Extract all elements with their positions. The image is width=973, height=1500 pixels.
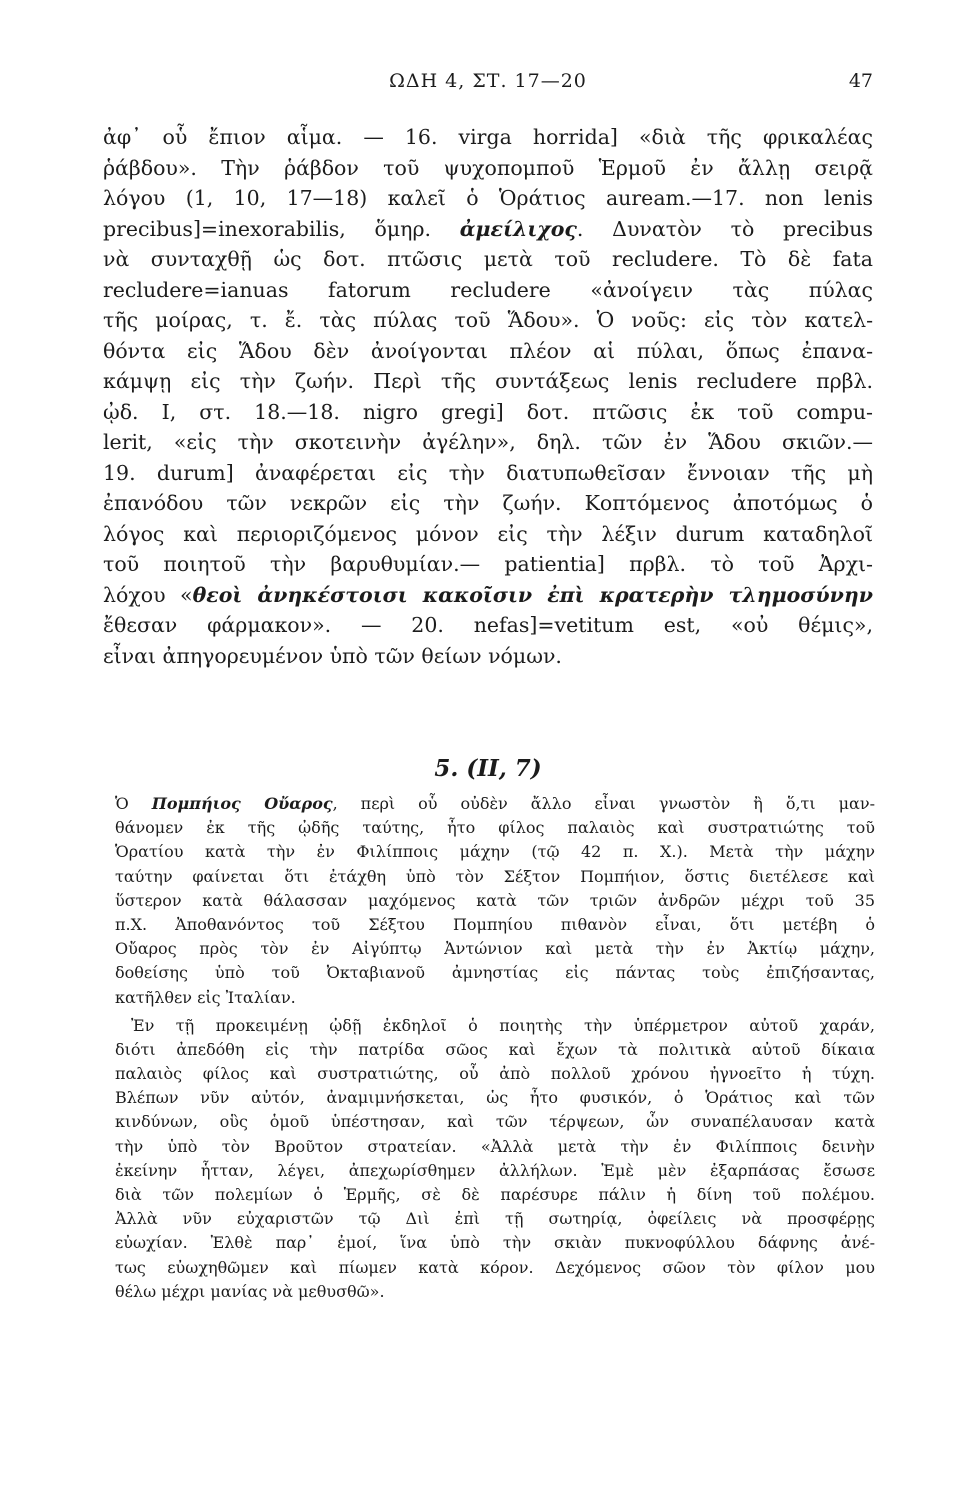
commentary-line: 19. durum] ἀναφέρεται εἰς τὴν διατυπωθεῖσαν ἔννοιαν τῆς μὴ [103, 460, 873, 485]
commentary-line: λόγου (1, 10, 17—18) καλεῖ ὁ Ὁράτιος auream.—17. non lenis [103, 186, 873, 210]
commentary-line: θόντα εἰς Ἅδου δὲν ἀνοίγονται πλέον αἱ πύλαι, ὅπως ἐπανα- [103, 338, 873, 363]
commentary-line: ἔθεσαν φάρμακον». — 20. nefas]=vetitum est, «οὐ θέμις», [103, 613, 873, 637]
running-header [103, 70, 873, 100]
greek-headword: ἀμείλιχος [459, 216, 577, 241]
commentary-line [103, 580, 873, 611]
section-heading: 5. (II, 7) [434, 755, 542, 782]
intro-line: τὴν ὑπὸ τὸν Βροῦτον στρατείαν. «Ἀλλὰ μετὰ τὴν ἐν Φιλίπποις δεινὴν [115, 1136, 875, 1156]
intro-line: θάνομεν ἐκ τῆς ᾠδῆς ταύτης, ἦτο φίλος παλαιὸς καὶ συστρατιώτης τοῦ [115, 818, 875, 838]
intro-line: ταύτην φαίνεται ὅτι ἐτάχθη ὑπὸ τὸν Σέξτον Πομπήιον, ὅστις διετέλεσε καὶ [115, 866, 875, 886]
person-name: Πομπήιος Οὔαρος [151, 794, 333, 813]
line-text: . Δυνατὸν τὸ precibus [576, 216, 873, 241]
commentary-line: lerit, «εἰς τὴν σκοτεινὴν ἀγέλην», δηλ. τῶν ἐν Ἅδου σκιῶν.— [103, 430, 873, 454]
ode-introduction [115, 792, 875, 1304]
commentary-line: τῆς μοίρας, τ. ἔ. τὰς πύλας τοῦ Ἅδου». Ὁ νοῦς: εἰς τὸν κατελ- [103, 308, 873, 332]
commentary-line: εἶναι ἀπηγορευμένον ὑπὸ τῶν θείων νόμων. [103, 643, 562, 668]
intro-line: Ἀλλὰ νῦν εὐχαριστῶν τῷ Διὶ ἐπὶ τῇ σωτηρίᾳ, ὀφείλεις νὰ προσφέρῃς [115, 1209, 875, 1229]
line-text: precibus]=inexorabilis, ὅμηρ. [103, 216, 432, 241]
archilochus-quote: θεοὶ ἀνηκέστοισι κακοῖσιν ἐπὶ κρατερὴν τλημοσύνην [192, 582, 873, 607]
commentary-line: ἐπανόδου τῶν νεκρῶν εἰς τὴν ζωήν. Κοπτόμενος ἀποτόμως ὁ [103, 491, 873, 515]
page-number: 47 [848, 70, 873, 92]
commentary-block [103, 122, 873, 671]
intro-line: εὐωχίαν. Ἐλθὲ παρ᾽ ἐμοί, ἵνα ὑπὸ τὴν σκιὰν πυκνοφύλλου δάφνης ἀνέ- [115, 1233, 875, 1253]
running-title: ΩΔΗ 4, ΣΤ. 17—20 [389, 70, 587, 92]
intro-line: κινδύνων, οὓς ὁμοῦ ὑπέστησαν, καὶ τῶν τέρψεων, ὧν συναπέλαυσαν κατὰ [115, 1112, 875, 1132]
intro-line: κατῆλθεν εἰς Ἰταλίαν. [115, 987, 296, 1007]
commentary-line [103, 214, 873, 245]
commentary-line: ᾠδ. I, στ. 18.—18. nigro gregi] δοτ. πτῶσις ἐκ τοῦ compu- [103, 399, 873, 424]
line-text: λόχου « [103, 582, 193, 607]
intro-line [115, 792, 875, 816]
intro-line: θέλω μέχρι μανίας νὰ μεθυσθῶ». [115, 1281, 385, 1301]
commentary-line: κάμψῃ εἰς τὴν ζωήν. Περὶ τῆς συντάξεως lenis recludere πρβλ. [103, 369, 873, 393]
intro-line: Βλέπων νῦν αὐτόν, ἀναμιμνήσκεται, ὡς ἦτο φυσικόν, ὁ Ὁράτιος καὶ τῶν [115, 1088, 875, 1108]
commentary-line: νὰ συνταχθῇ ὡς δοτ. πτῶσις μετὰ τοῦ recludere. Τὸ δὲ fata [103, 247, 873, 271]
commentary-line: ἀφ᾽ οὗ ἔπιον αἷμα. — 16. virga horrida] «διὰ τῆς φρικαλέας [103, 125, 873, 149]
intro-line: Ὁρατίου κατὰ τὴν ἐν Φιλίπποις μάχην (τῷ 42 π. Χ.). Μετὰ τὴν μάχην [115, 842, 875, 862]
intro-line: διὰ τῶν πολεμίων ὁ Ἑρμῆς, σὲ δὲ παρέσυρε πάλιν ἡ δίνη τοῦ πολέμου. [115, 1185, 875, 1204]
intro-line: Οὔαρος πρὸς τὸν ἐν Αἰγύπτῳ Ἀντώνιον καὶ μετὰ τὴν ἐν Ἀκτίῳ μάχην, [115, 939, 875, 959]
intro-line: π.Χ. Ἀποθανόντος τοῦ Σέξτου Πομπηίου πιθανὸν εἶναι, ὅτι μετέβη ὁ [115, 914, 875, 934]
intro-line: τως εὐωχηθῶμεν καὶ πίωμεν κατὰ κόρον. Δεχόμενος σῶον τὸν φίλον μου [115, 1257, 875, 1277]
intro-line: παλαιὸς φίλος καὶ συστρατιώτης, οὗ ἀπὸ πολλοῦ χρόνου ἠγνοεῖτο ἡ τύχη. [115, 1064, 875, 1084]
commentary-line: λόγος καὶ περιοριζόμενος μόνον εἰς τὴν λέξιν durum καταδηλοῖ [103, 521, 873, 546]
intro-line: ὕστερον κατὰ θάλασσαν μαχόμενος κατὰ τῶν τριῶν ἀνδρῶν μέχρι τοῦ 35 [115, 890, 875, 910]
intro-line: Ἐν τῇ προκειμένῃ ᾠδῇ ἐκδηλοῖ ὁ ποιητὴς τὴν ὑπέρμετρον αὐτοῦ χαράν, [131, 1015, 875, 1035]
line-text: , περὶ οὗ οὐδὲν ἄλλο εἶναι γνωστὸν ἢ ὅ,τι μαν- [332, 794, 875, 813]
line-text: Ὁ [115, 794, 152, 813]
intro-line: διότι ἀπεδόθη εἰς τὴν πατρίδα σῶος καὶ ἔχων τὰ πολιτικὰ αὐτοῦ δίκαια [115, 1039, 875, 1059]
commentary-line: recludere=ianuas fatorum recludere «ἀνοίγειν τὰς πύλας [103, 277, 873, 302]
intro-line: ἐκείνην ἧτταν, λέγει, ἀπεχωρίσθημεν ἀλλήλων. Ἐμὲ μὲν ἐξαρπάσας ἔσωσε [115, 1160, 875, 1180]
commentary-line: ῥάβδου». Τὴν ῥάβδον τοῦ ψυχοπομποῦ Ἑρμοῦ ἐν ἄλλῃ σειρᾷ [103, 155, 873, 180]
commentary-line: τοῦ ποιητοῦ τὴν βαρυθυμίαν.— patientia] πρβλ. τὸ τοῦ Ἀρχι- [103, 552, 873, 576]
intro-line: δοθείσης ὑπὸ τοῦ Ὀκταβιανοῦ ἀμνηστίας εἰς πάντας τοὺς ἐπιζήσαντας, [115, 963, 875, 983]
